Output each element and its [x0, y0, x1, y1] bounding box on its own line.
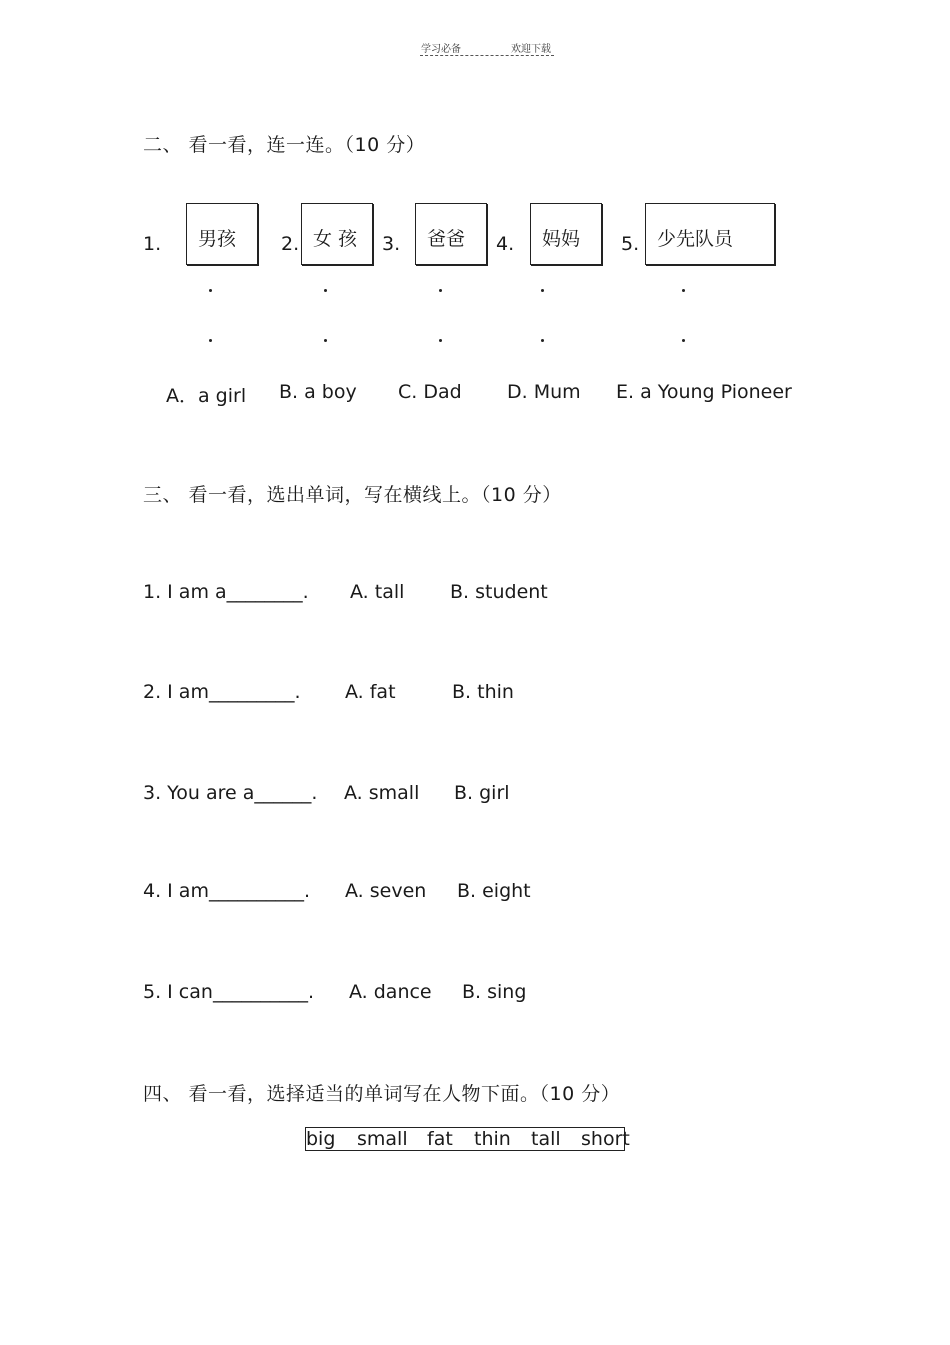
connect-dot-bottom-1[interactable]	[209, 339, 212, 342]
match-option-a: A．a girl	[166, 385, 247, 407]
section-2-title: 二、 看一看，连一连。（10 分）	[143, 134, 426, 156]
connect-dot-top-4[interactable]	[541, 289, 544, 292]
match-option-b: B. a boy	[279, 381, 357, 403]
connect-dot-bottom-3[interactable]	[439, 339, 442, 342]
question-5-option-b: B. sing	[462, 981, 527, 1003]
header-right-text: 欢迎下载	[511, 44, 551, 55]
match-box-3[interactable]	[415, 203, 487, 265]
question-4-option-b: B. eight	[457, 880, 531, 902]
connect-dot-top-5[interactable]	[682, 289, 685, 292]
question-2-stem: 2. I am_________.	[143, 681, 301, 703]
question-2-option-b: B. thin	[452, 681, 514, 703]
question-3-option-a: A. small	[344, 782, 420, 804]
question-1-option-a: A. tall	[350, 581, 405, 603]
connect-dot-bottom-4[interactable]	[541, 339, 544, 342]
match-box-4[interactable]	[530, 203, 602, 265]
connect-dot-top-1[interactable]	[209, 289, 212, 292]
word-bank-item: thin	[474, 1128, 511, 1150]
word-bank-item: big	[306, 1128, 336, 1150]
question-5-stem: 5. I can__________.	[143, 981, 314, 1003]
match-number-3: 3.	[382, 233, 401, 255]
match-box-label: 女 孩	[313, 228, 358, 250]
header-divider	[420, 55, 554, 56]
question-3-stem: 3. You are a______.	[143, 782, 318, 804]
match-number-5: 5.	[621, 233, 640, 255]
question-5-option-a: A. dance	[349, 981, 432, 1003]
match-number-4: 4.	[496, 233, 515, 255]
word-bank-item: tall	[531, 1128, 561, 1150]
match-box-label: 妈妈	[542, 228, 581, 250]
connect-dot-bottom-5[interactable]	[682, 339, 685, 342]
word-bank-item: short	[581, 1128, 630, 1150]
match-option-c: C. Dad	[398, 381, 462, 403]
question-4-stem: 4. I am__________.	[143, 880, 311, 902]
section-4-title: 四、 看一看，选择适当的单词写在人物下面。（10 分）	[143, 1083, 621, 1105]
match-box-2[interactable]	[301, 203, 373, 265]
connect-dot-top-3[interactable]	[439, 289, 442, 292]
match-number-2: 2.	[281, 233, 300, 255]
match-option-e: E. a Young Pioneer	[616, 381, 792, 403]
section-3-title: 三、 看一看，选出单词，写在横线上。（10 分）	[143, 484, 562, 506]
match-box-1[interactable]	[186, 203, 258, 265]
question-2-option-a: A. fat	[345, 681, 396, 703]
connect-dot-bottom-2[interactable]	[324, 339, 327, 342]
match-option-d: D. Mum	[507, 381, 581, 403]
question-4-option-a: A. seven	[345, 880, 427, 902]
match-box-label: 少先队员	[657, 228, 734, 250]
match-box-5[interactable]	[645, 203, 775, 265]
question-1-stem: 1. I am a________.	[143, 581, 309, 603]
word-bank	[305, 1127, 630, 1151]
connect-dot-top-2[interactable]	[324, 289, 327, 292]
word-bank-item: small	[357, 1128, 408, 1150]
match-number-1: 1.	[143, 233, 162, 255]
header-left-text: 学习必备	[421, 44, 461, 55]
match-box-label: 爸爸	[427, 228, 466, 250]
word-bank-item: fat	[427, 1128, 453, 1150]
question-1-option-b: B. student	[450, 581, 548, 603]
match-box-label: 男孩	[198, 228, 237, 250]
question-3-option-b: B. girl	[454, 782, 510, 804]
